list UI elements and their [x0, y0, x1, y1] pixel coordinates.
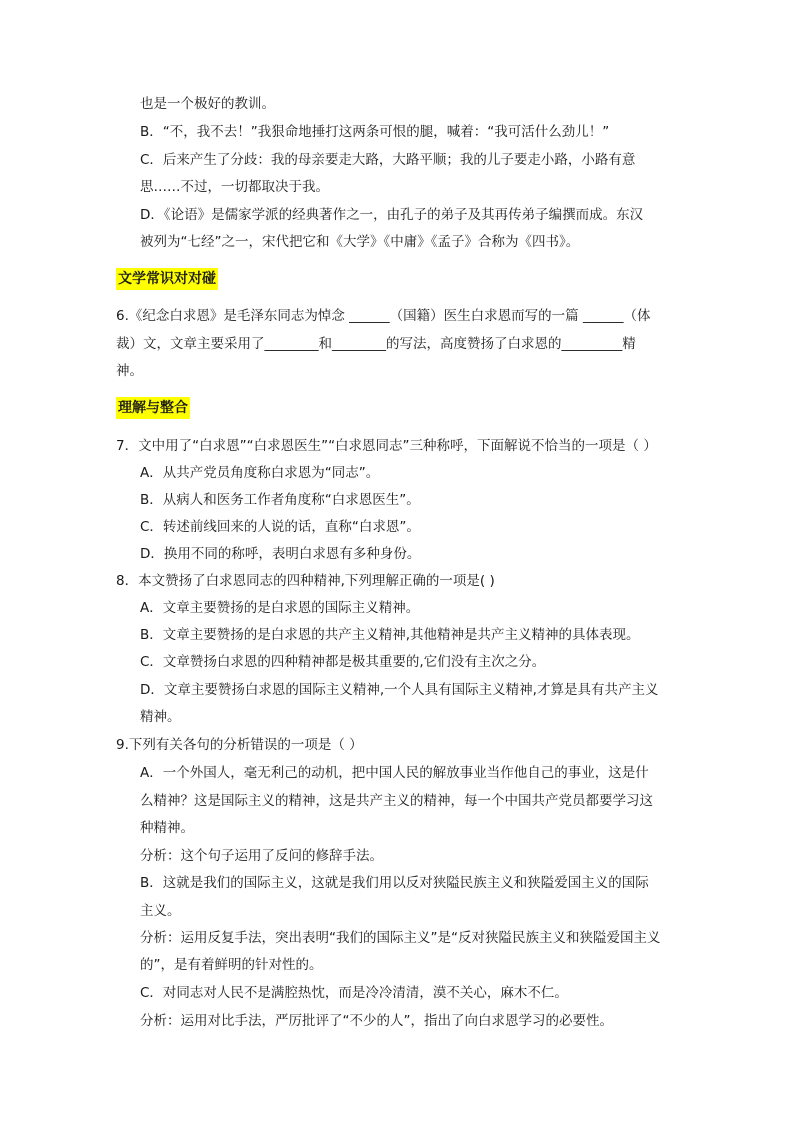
- section-heading: 文学常识对对碰: [116, 268, 218, 290]
- analysis-line: 分析：这个句子运用了反问的修辞手法。: [140, 848, 383, 864]
- question-8: 8．本文赞扬了白求恩同志的四种精神,下列理解正确的一项是( ): [116, 573, 495, 589]
- option-c: C．对同志对人民不是满腔热忱，而是冷冷清清，漠不关心，麻木不仁。: [140, 985, 568, 1001]
- text-line: 裁）文，文章主要采用了________和________的写法，高度赞扬了白求恩的_________精: [116, 336, 636, 352]
- text-line: 思……不过，一切都取决于我。: [140, 179, 329, 195]
- section-heading: 理解与整合: [116, 397, 190, 419]
- option-b: B．文章主要赞扬的是白求恩的共产主义精神,其他精神是共产主义精神的具体表现。: [140, 627, 640, 643]
- option-b: B．这就是我们的国际主义，这就是我们用以反对狭隘民族主义和狭隘爱国主义的国际: [140, 875, 649, 891]
- option-d: D．换用不同的称呼，表明白求恩有多种身份。: [140, 546, 421, 562]
- question-9: 9.下列有关各句的分析错误的一项是（ ）: [116, 737, 363, 753]
- option-b: B．“不，我不去！”我狠命地捶打这两条可恨的腿，喊着：“我可活什么劲儿！”: [140, 124, 610, 140]
- text-line: 的”，是有着鲜明的针对性的。: [140, 957, 323, 973]
- option-a: A．从共产党员角度称白求恩为“同志”。: [140, 465, 380, 481]
- text-line: 精神。: [140, 709, 181, 725]
- text-line: 主义。: [140, 903, 181, 919]
- option-d: D．《论语》是儒家学派的经典著作之一，由孔子的弟子及其再传弟子编撰而成。东汉: [140, 207, 644, 223]
- option-a: A．一个外国人，毫无利己的动机，把中国人民的解放事业当作他自己的事业，这是什: [140, 765, 649, 781]
- option-c: C．后来产生了分歧：我的母亲要走大路，大路平顺；我的儿子要走小路，小路有意: [140, 152, 636, 168]
- option-c: C．文章赞扬白求恩的四种精神都是极其重要的,它们没有主次之分。: [140, 654, 546, 670]
- text-line: 么精神？这是国际主义的精神，这是共产主义的精神，每一个中国共产党员都要学习这: [140, 793, 653, 809]
- option-a: A．文章主要赞扬的是白求恩的国际主义精神。: [140, 600, 420, 616]
- question-6: 6.《纪念白求恩》是毛泽东同志为悼念 ______（国籍）医生白求恩而写的一篇 ______（体: [116, 308, 651, 324]
- option-c: C．转述前线回来的人说的话，直称“白求恩”。: [140, 519, 420, 535]
- text-line: 种精神。: [140, 820, 194, 836]
- text-line: 神。: [116, 363, 143, 379]
- analysis-line: 分析：运用对比手法，严厉批评了“不少的人”，指出了向白求恩学习的必要性。: [140, 1013, 613, 1029]
- text-line: 被列为“七经”之一，宋代把它和《大学》《中庸》《孟子》合称为《四书》。: [140, 234, 580, 250]
- question-7: 7．文中用了“白求恩”“白求恩医生”“白求恩同志”三种称呼，下面解说不恰当的一项是（ ）: [116, 438, 657, 454]
- option-b: B．从病人和医务工作者角度称“白求恩医生”。: [140, 492, 420, 508]
- text-line: 也是一个极好的教训。: [140, 96, 275, 112]
- analysis-line: 分析：运用反复手法，突出表明“我们的国际主义”是“反对狭隘民族主义和狭隘爱国主义: [140, 930, 661, 946]
- option-d: D．文章主要赞扬白求恩的国际主义精神,一个人具有国际主义精神,才算是具有共产主义: [140, 682, 659, 698]
